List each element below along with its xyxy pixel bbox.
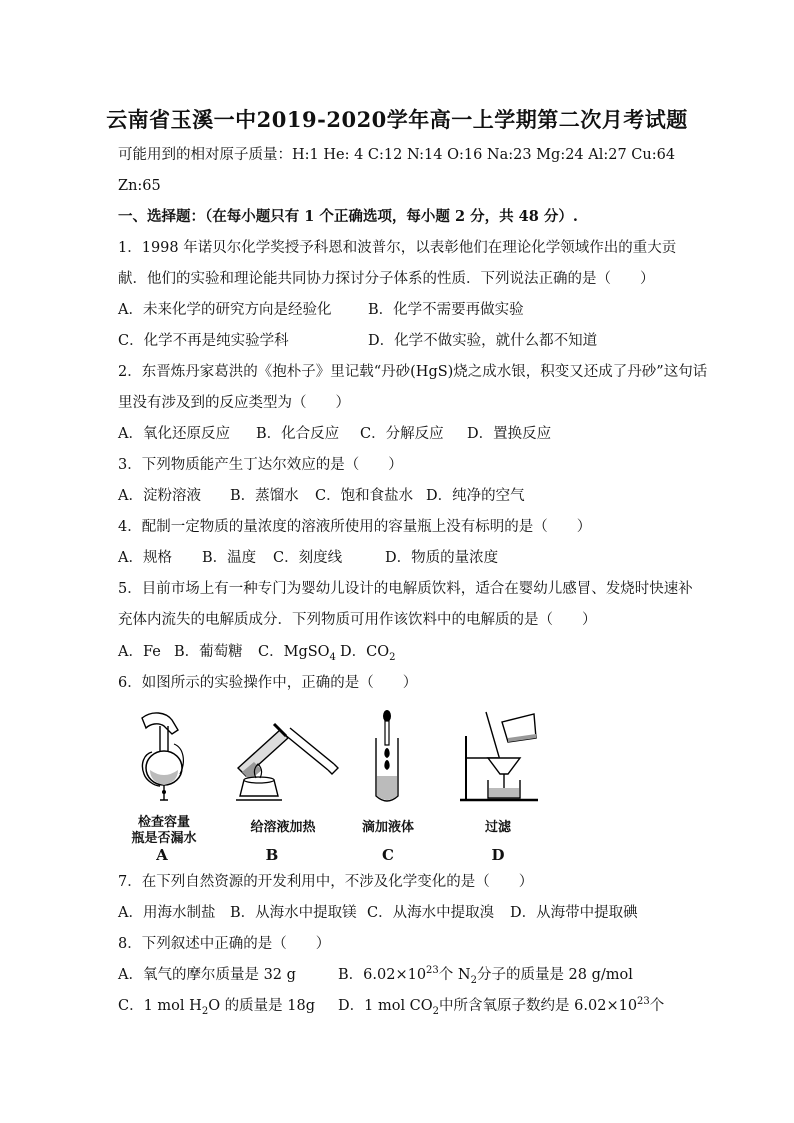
q1-option-d: D．化学不做实验，就什么都不知道: [368, 333, 598, 349]
figure-b-heating: [228, 708, 343, 808]
dropping-drawing: [362, 708, 412, 808]
figure-a-caption-line2: 瓶是否漏水: [131, 831, 197, 846]
atomic-masses-line-cont: Zn:65: [118, 178, 161, 194]
q7-options: [118, 903, 638, 923]
q3-options: [118, 486, 525, 506]
q5-options: [118, 642, 395, 662]
q4-option-a: A．规格: [118, 550, 172, 566]
q1-option-a: A．未来化学的研究方向是经验化: [118, 302, 332, 318]
q2-options: [118, 424, 551, 444]
figure-a-caption: [118, 815, 210, 847]
q3-option-d: D．纯净的空气: [426, 488, 525, 504]
q8-options-row1: [118, 965, 633, 985]
q2-stem-cont: 里没有涉及到的反应类型为（ ）: [118, 395, 350, 411]
q5-option-a: A．Fe: [118, 644, 161, 660]
q6-stem: 6．如图所示的实验操作中，正确的是（ ）: [118, 675, 418, 691]
q1-stem-cont: 献．他们的实验和理论能共同协力探讨分子体系的性质．下列说法正确的是（ ）: [118, 271, 655, 287]
figure-c-dropping: [362, 708, 412, 808]
q8-option-a: A．氧气的摩尔质量是 32 g: [118, 967, 296, 983]
q3-option-c: C．饱和食盐水: [315, 488, 414, 504]
q4-option-d: D．物质的量浓度: [385, 550, 499, 566]
section-heading: 一、选择题：（在每小题只有 1 个正确选项，每小题 2 分，共 48 分）.: [118, 208, 578, 225]
q5-option-d: D．$CO_2$: [340, 644, 396, 663]
q3-stem: 3．下列物质能产生丁达尔效应的是（ ）: [118, 457, 403, 473]
figure-a-flask-check: [120, 708, 210, 808]
q1-options-row1: [118, 300, 524, 320]
q2-option-d: D．置换反应: [467, 426, 552, 442]
page-title: 云南省玉溪一中2019-2020学年高一上学期第二次月考试题: [106, 107, 688, 132]
q3-option-b: B．蒸馏水: [230, 488, 299, 504]
q2-option-b: B．化合反应: [256, 426, 340, 442]
q8-options-row2: [118, 996, 664, 1016]
figure-d-caption: 过滤: [484, 820, 511, 835]
q1-option-b: B．化学不需要再做实验: [368, 302, 524, 318]
q7-option-a: A．用海水制盐: [118, 905, 216, 921]
figure-c-caption: 滴加液体: [361, 820, 414, 835]
figure-c-letter: C: [382, 846, 394, 864]
q1-option-c: C．化学不再是纯实验学科: [118, 333, 289, 349]
q2-option-c: C．分解反应: [360, 426, 444, 442]
q8-option-d: D．1 mol $CO_2$中所含氧原子数约是 $6.02\times 10^{23}$个: [338, 996, 665, 1017]
q5-option-c: C．MgSO$_4$: [258, 644, 336, 663]
figure-a-letter: A: [156, 846, 168, 864]
figure-d-filtration: [458, 708, 548, 808]
figure-b-letter: B: [265, 846, 279, 864]
filtration-drawing: [458, 708, 548, 808]
q4-option-c: C．刻度线: [273, 550, 343, 566]
q2-stem: 2．东晋炼丹家葛洪的《抱朴子》里记载“丹砂(HgS)烧之成水银，积变又还成了丹砂”这句话: [118, 364, 708, 380]
q5-stem: 5．目前市场上有一种专门为婴幼儿设计的电解质饮料，适合在婴幼儿感冒、发烧时快速补: [118, 581, 693, 597]
q8-option-c: C．1 mol $H_2O$ 的质量是 18g: [118, 998, 316, 1017]
q7-option-c: C．从海水中提取溴: [367, 905, 495, 921]
q5-option-b: B．葡萄糖: [174, 644, 243, 660]
q4-option-b: B．温度: [202, 550, 257, 566]
q4-stem: 4．配制一定物质的量浓度的溶液所使用的容量瓶上没有标明的是（ ）: [118, 519, 592, 535]
q8-stem: 8．下列叙述中正确的是（ ）: [118, 936, 331, 952]
q3-option-a: A．淀粉溶液: [118, 488, 201, 504]
q7-stem: 7．在下列自然资源的开发利用中，不涉及化学变化的是（ ）: [118, 874, 534, 890]
q5-stem-cont: 充体内流失的电解质成分．下列物质可用作该饮料中的电解质的是（ ）: [118, 612, 597, 628]
q7-option-d: D．从海带中提取碘: [510, 905, 638, 921]
figure-d-letter: D: [491, 846, 505, 864]
atomic-masses-line: 可能用到的相对原子质量：H:1 He: 4 C:12 N:14 O:16 Na:23 Mg:24 Al:27 Cu:64: [118, 147, 676, 163]
q7-option-b: B．从海水中提取镁: [230, 905, 357, 921]
heating-drawing: [228, 708, 343, 808]
figure-b-caption: 给溶液加热: [250, 820, 316, 835]
q4-options: [118, 548, 498, 568]
q1-options-row2: [118, 331, 597, 351]
flask-check-drawing: [120, 708, 210, 808]
q2-option-a: A．氧化还原反应: [118, 426, 230, 442]
q1-stem: 1．1998 年诺贝尔化学奖授予科恩和波普尔，以表彰他们在理论化学领域作出的重大贡: [118, 240, 677, 256]
q8-option-b: B．$6.02\times 10^{23}$个 $N_2$分子的质量是 28 g/mol: [338, 965, 633, 986]
figure-a-caption-line1: 检查容量: [137, 815, 190, 830]
